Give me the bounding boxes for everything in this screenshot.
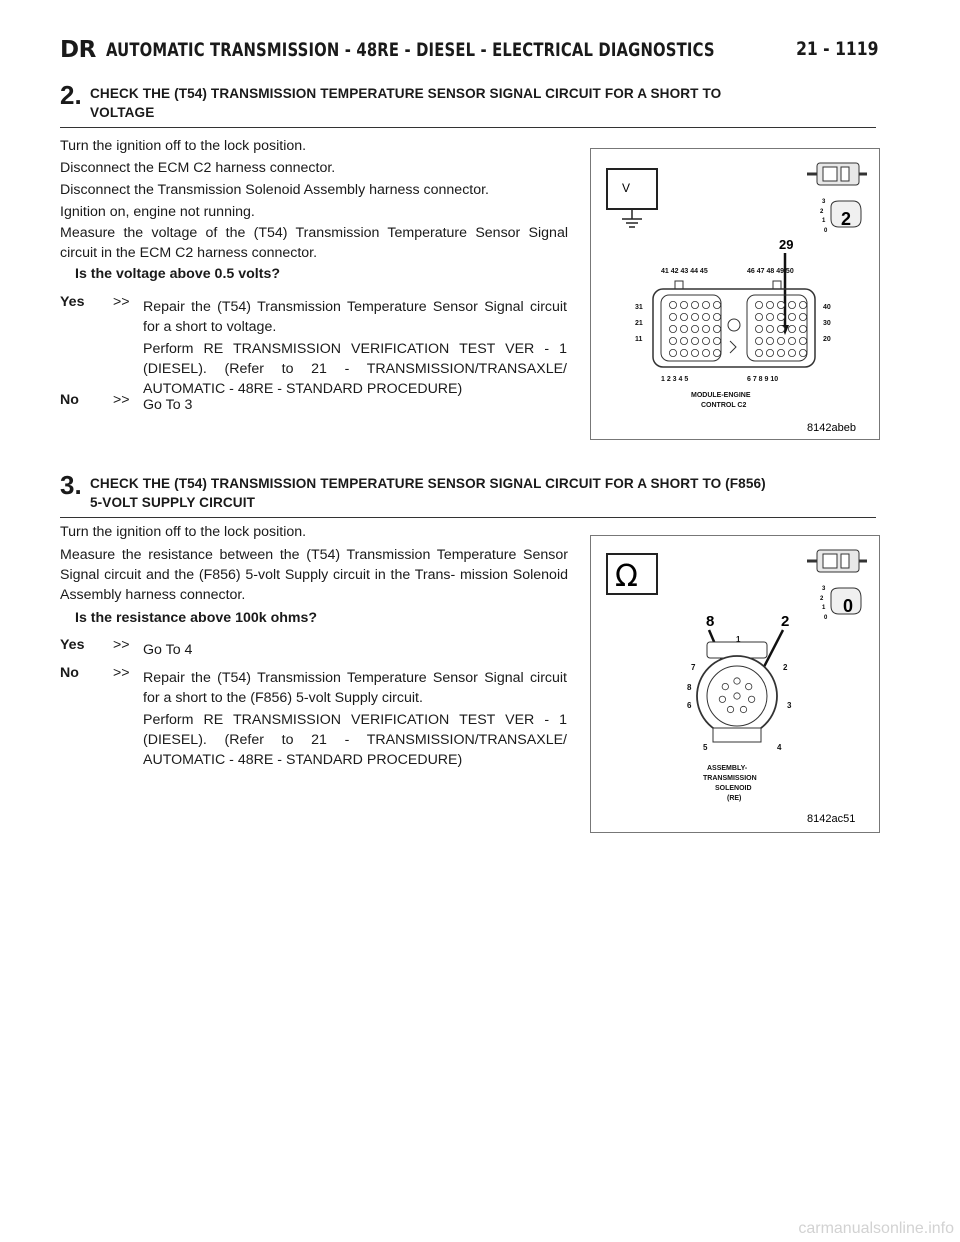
connector-pin [788,325,795,332]
connector-pin [799,337,806,344]
connector-pin [777,301,784,308]
connector-pin [755,337,762,344]
connector-pin [799,313,806,320]
connector-pin [669,301,676,308]
connector-pin [788,337,795,344]
svg-text:41 42 43 44 45: 41 42 43 44 45 [661,268,708,275]
svg-text:30: 30 [823,320,831,327]
connector-pin [777,349,784,356]
connector-pin [748,696,754,702]
pin-29-callout: 29 [779,237,794,252]
svg-text:6: 6 [687,701,692,710]
connector-plug-icon [807,163,867,185]
step-2-heading [60,80,876,128]
connector-pin [680,313,687,320]
step-2-instruction: Turn the ignition off to the lock position. [60,138,307,154]
step-2-yes-action: Perform RE TRANSMISSION VERIFICATION TEST VER - 1 (DIESEL). (Refer to 21 - TRANSMISSION/TRANSAXLE/ AUTOMATIC - 48RE - STANDARD PROCEDURE) [143,341,567,397]
step-3-no-arrow: >> [113,665,130,681]
ohmmeter-icon [607,554,657,594]
connector-pin [702,349,709,356]
transmission-solenoid-connector-figure [590,535,880,833]
connector-pin [755,325,762,332]
connector-pin [788,301,795,308]
svg-text:5: 5 [703,743,708,752]
connector-pin [669,313,676,320]
page-number: 21 - 1119 [795,38,878,60]
svg-text:1: 1 [736,635,741,644]
watermark: carmanualsonline.info [798,1220,954,1237]
connector-pin [799,301,806,308]
connector-pin [734,693,740,699]
connector-pin [777,337,784,344]
connector-pin [777,313,784,320]
connector-pin [713,325,720,332]
step-2-yes-action: Repair the (T54) Transmission Temperature Sensor Signal circuit for a short to voltage. [143,299,567,335]
figure-caption: SOLENOID [715,785,752,792]
step-3-no-label: No [60,665,79,681]
svg-text:7: 7 [691,663,696,672]
svg-text:2: 2 [783,663,788,672]
callout-8: 8 [706,613,715,630]
connector-pin [691,325,698,332]
connector-pin [702,325,709,332]
connector-pin [680,325,687,332]
svg-text:21: 21 [635,320,643,327]
connector-pin [755,349,762,356]
connector-pin [799,349,806,356]
connector-pin [799,325,806,332]
connector-pin [766,313,773,320]
connector-pin [702,337,709,344]
svg-text:11: 11 [635,336,643,343]
svg-text:3: 3 [787,701,792,710]
callout-2: 2 [781,613,790,630]
connector-pin [766,349,773,356]
svg-text:3: 3 [822,199,826,205]
step-2-instruction: Ignition on, engine not running. [60,204,255,220]
connector-pin [766,301,773,308]
selector-knob-icon [820,586,861,621]
svg-text:40: 40 [823,304,831,311]
connector-pin [680,349,687,356]
connector-pin [713,313,720,320]
connector-pin [669,325,676,332]
svg-text:3: 3 [822,586,826,592]
svg-text:0: 0 [824,228,828,234]
step-2-title: CHECK THE (T54) TRANSMISSION TEMPERATURE SENSOR SIGNAL CIRCUIT FOR A SHORT TO VOLTAGE [90,86,722,120]
connector-pin [691,313,698,320]
connector-pin [734,678,740,684]
svg-text:1 2 3 4 5: 1 2 3 4 5 [661,376,689,383]
step-2-question: Is the voltage above 0.5 volts? [75,266,280,282]
svg-text:V: V [622,181,631,195]
step-3-yes-arrow: >> [113,637,130,653]
connector-pin [669,349,676,356]
connector-pin [719,696,725,702]
figure-caption: (RE) [727,795,742,802]
svg-text:46 47 48 49 50: 46 47 48 49 50 [747,268,794,275]
step-2-yes-arrow: >> [113,294,130,310]
connector-pin [713,337,720,344]
svg-text:8: 8 [687,683,692,692]
connector-plug-icon [807,550,867,572]
connector-pin [680,301,687,308]
step-3-no-action: Repair the (T54) Transmission Temperature Sensor Signal circuit for a short to the (F856) 5-volt Supply circuit. [143,670,567,706]
ecm-c2-connector-figure [590,148,880,440]
step-3-yes-label: Yes [60,637,85,653]
svg-text:4: 4 [777,743,782,752]
svg-text:1: 1 [822,605,826,611]
connector-pin [713,301,720,308]
step-2-no-label: No [60,392,79,408]
connector-pin [777,325,784,332]
figure-caption: ASSEMBLY- [707,765,748,772]
step-3-yes-action: Go To 4 [143,642,193,658]
step-3-no-action: Perform RE TRANSMISSION VERIFICATION TEST VER - 1 (DIESEL). (Refer to 21 - TRANSMISSION/TRANSAXLE/ AUTOMATIC - 48RE - STANDARD PROCEDURE) [143,712,567,768]
connector-pin [691,337,698,344]
figure-caption: MODULE-ENGINE [691,392,751,399]
svg-text:2: 2 [841,209,852,229]
step-2-instruction: Measure the voltage of the (T54) Transmission Temperature Sensor Signal circuit in the ECM C2 harness connector. [60,225,568,261]
step-2-yes-label: Yes [60,294,85,310]
step-3-title: CHECK THE (T54) TRANSMISSION TEMPERATURE SENSOR SIGNAL CIRCUIT FOR A SHORT TO (F856) 5-VOLT SUPPLY CIRCUIT [90,476,766,510]
svg-text:Ω: Ω [615,559,638,594]
connector-pin [727,706,733,712]
svg-text:31: 31 [635,304,643,311]
step-3-instruction: Measure the resistance between the (T54) Transmission Temperature Sensor Signal circuit and the (F856) 5-volt Supply circuit in the Trans- mission Solenoid Assembly harness connector. [60,547,568,603]
solenoid-connector [697,642,777,742]
step-3-heading [60,470,876,518]
connector-pin [788,313,795,320]
connector-pin [755,313,762,320]
connector-pin [755,301,762,308]
connector-pin [691,301,698,308]
connector-pin [740,706,746,712]
connector-pin [722,683,728,689]
connector-pin [713,349,720,356]
connector-pin [788,349,795,356]
connector-pin [680,337,687,344]
svg-text:0: 0 [843,596,854,616]
connector-pin [766,337,773,344]
svg-text:0: 0 [824,615,828,621]
svg-text:20: 20 [823,336,831,343]
connector-pin [691,349,698,356]
figure-id: 8142abeb [807,422,856,434]
header-title: AUTOMATIC TRANSMISSION - 48RE - DIESEL - ELECTRICAL DIAGNOSTICS [105,39,715,61]
figure-caption: CONTROL C2 [701,402,747,409]
step-2-instruction: Disconnect the Transmission Solenoid Assembly harness connector. [60,182,489,198]
voltmeter-icon [607,169,657,227]
step-2-number: 2. [60,80,82,110]
page-header [60,36,878,64]
connector-pin [702,313,709,320]
figure-id: 8142ac51 [807,813,856,825]
step-3-instruction: Turn the ignition off to the lock position. [60,524,307,540]
step-3-number: 3. [60,470,82,500]
svg-text:1: 1 [822,218,826,224]
connector-pin [702,301,709,308]
selector-knob-icon [820,199,861,234]
svg-text:2: 2 [820,596,824,602]
connector-pin [766,325,773,332]
step-2-instruction: Disconnect the ECM C2 harness connector. [60,160,336,176]
svg-text:6 7 8 9 10: 6 7 8 9 10 [747,376,779,383]
step-2-no-action: Go To 3 [143,397,193,413]
figure-caption: TRANSMISSION [703,775,757,782]
step-3-question: Is the resistance above 100k ohms? [75,610,318,626]
connector-pin [746,683,752,689]
step-2-no-arrow: >> [113,392,130,408]
svg-text:2: 2 [820,209,824,215]
connector-pin [669,337,676,344]
section-code: DR [60,37,96,63]
